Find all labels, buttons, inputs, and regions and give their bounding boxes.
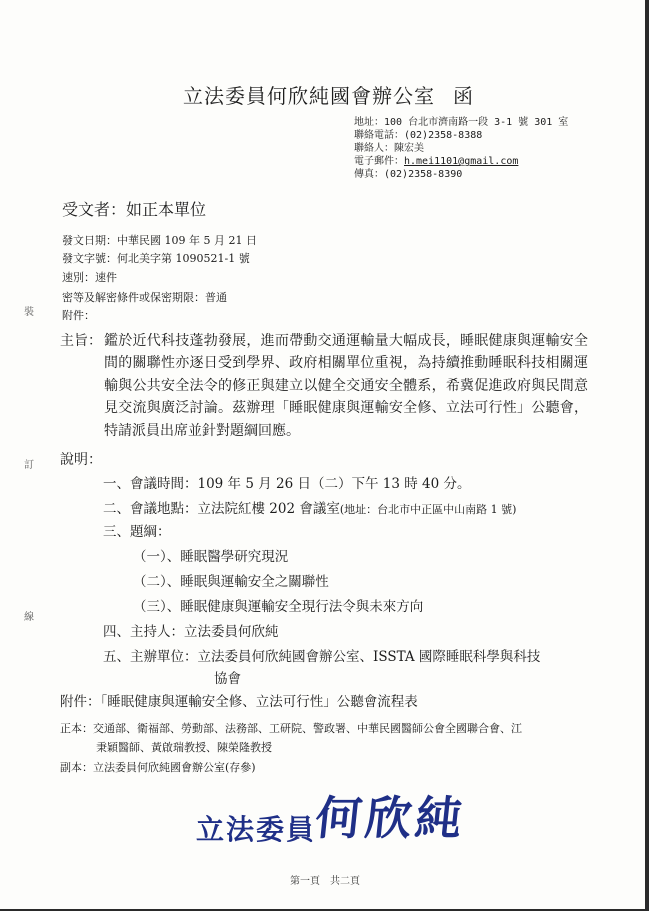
organizer-line-2: 協會 <box>214 671 241 687</box>
explanation-label: 說明： <box>60 452 102 468</box>
signature-title: 立法委員 <box>196 813 317 846</box>
email-label: 電子郵件： <box>354 156 404 167</box>
issue-date: 發文日期：中華民國 109 年 5 月 21 日 <box>62 234 257 247</box>
meeting-time: 一、會議時間：109 年 5 月 26 日（二）下午 13 時 40 分。 <box>103 476 471 492</box>
host: 四、主持人：立法委員何欣純 <box>103 624 279 640</box>
speed: 速別：速件 <box>62 271 117 284</box>
organizer-line-1: 五、主辦單位：立法委員何欣純國會辦公室、ISSTA 國際睡眠科學與科技 <box>103 649 541 665</box>
email-link[interactable]: h.mei1101@gmail.com <box>404 156 519 167</box>
contact-email <box>354 156 518 168</box>
attachment-line: 附件：「睡眠健康與運輸安全修、立法可行性」公聽會流程表 <box>60 694 418 710</box>
recipient: 受文者：如正本單位 <box>62 200 207 219</box>
topic-item: （二）、睡眠與運輸安全之關聯性 <box>133 574 329 590</box>
document-type: 函 <box>453 84 474 108</box>
topic-item: （一）、睡眠醫學研究現況 <box>133 549 289 565</box>
signature-name: 何欣純 <box>312 791 469 845</box>
copies-main-line-2: 秉穎醫師、黃啟瑞教授、陳榮隆教授 <box>96 741 272 754</box>
copies-cc: 副本：立法委員何欣純國會辦公室(存參) <box>60 761 256 774</box>
subject-paragraph <box>60 330 588 442</box>
meeting-place-address: (地址：台北市中正區中山南路 1 號) <box>339 503 517 516</box>
topic-item: （三）、睡眠健康與運輸安全現行法令與未來方向 <box>133 599 424 615</box>
page-footer: 第一頁 共二頁 <box>290 876 360 887</box>
office-name: 立法委員何欣純國會辦公室 <box>183 84 435 108</box>
meeting-place <box>103 497 516 517</box>
binding-mark: 訂 <box>24 460 34 471</box>
contact-phone: 聯絡電話：(02)2358-8388 <box>354 130 483 141</box>
meeting-place-main: 二、會議地點：立法院紅樓 202 會議室 <box>103 501 340 517</box>
issue-number: 發文字號：何北美字第 1090521-1 號 <box>62 252 250 265</box>
binding-mark: 線 <box>24 612 34 623</box>
attachment-label: 附件： <box>62 309 95 322</box>
subject-label: 主旨： <box>60 333 102 349</box>
binding-mark: 裝 <box>24 307 34 318</box>
copies-main-line-1: 正本：交通部、衛福部、勞動部、法務部、工研院、警政署、中華民國醫師公會全國聯合會、江 <box>60 722 522 735</box>
contact-fax: 傳真：(02)2358-8390 <box>354 169 463 180</box>
document-title <box>183 80 474 109</box>
secrecy: 密等及解密條件或保密期限：普通 <box>62 291 227 304</box>
signature-stamp <box>196 782 469 848</box>
contact-person: 聯絡人：陳宏美 <box>354 143 424 154</box>
topics-label: 三、題綱： <box>103 524 171 540</box>
contact-address: 地址：100 台北市濟南路一段 3-1 號 301 室 <box>354 117 569 128</box>
subject-text: 鑑於近代科技蓬勃發展，進而帶動交通運輸量大幅成長，睡眠健康與運輸安全間的關聯性亦逐日受到學界、政府相關單位重視，為持續推動睡眠科技相關運輸與公共安全法令的修正與建立以健全交通安全體系，希冀促進政府與民間意見交流與廣泛討論。茲辦理「睡眠健康與運輸安全修、立法可行性」公聽會，特請派員出席並針對題綱回應。 <box>104 333 588 439</box>
